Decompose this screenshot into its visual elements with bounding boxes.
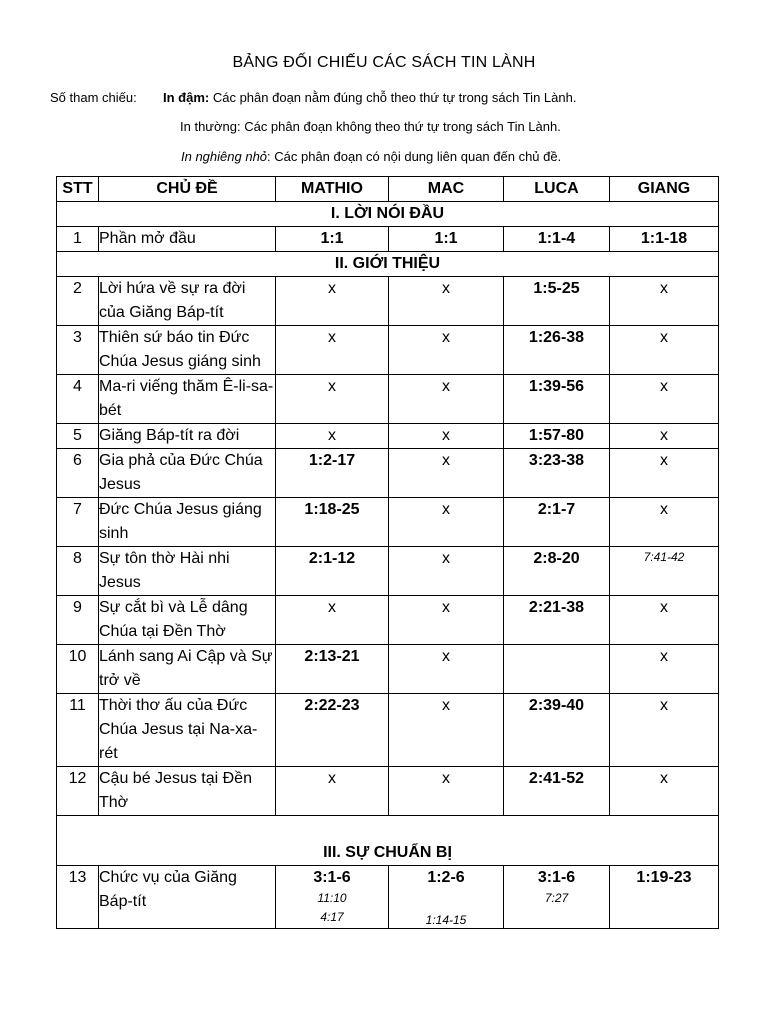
ref-matthew: 1:1: [276, 227, 389, 252]
ref-matthew: x: [276, 596, 389, 645]
header-row: [57, 177, 719, 202]
ref-mark: 1:1: [389, 227, 504, 252]
ref-mark: x: [389, 449, 504, 498]
row-topic: Phần mở đầu: [99, 227, 276, 252]
table-row: [57, 694, 719, 767]
row-number: 8: [57, 547, 99, 596]
section-row: [57, 202, 719, 227]
ref-john: x: [610, 498, 719, 547]
ref-matthew: 1:2-17: [276, 449, 389, 498]
ref-mark: x: [389, 547, 504, 596]
ref-john: x: [610, 596, 719, 645]
row-number: 11: [57, 694, 99, 767]
ref-luke: 3:23-38: [504, 449, 610, 498]
row-topic: Sự tôn thờ Hài nhi Jesus: [99, 547, 276, 596]
row-number: 6: [57, 449, 99, 498]
ref-luke: 1:57-80: [504, 424, 610, 449]
section-title: I. LỜI NÓI ĐẦU: [57, 202, 719, 227]
header-topic: CHỦ ĐỀ: [99, 177, 276, 202]
ref-matthew: 2:1-12: [276, 547, 389, 596]
ref-matthew: x: [276, 424, 389, 449]
section-title: III. SỰ CHUẨN BỊ: [57, 816, 719, 866]
ref-mark: x: [389, 767, 504, 816]
ref-luke: 2:1-7: [504, 498, 610, 547]
ref-matthew-related: 4:17: [320, 910, 344, 924]
table-row: [57, 326, 719, 375]
row-topic: Cậu bé Jesus tại Đền Thờ: [99, 767, 276, 816]
legend-label: Số tham chiếu:: [50, 90, 137, 105]
row-topic: Lánh sang Ai Cập và Sự trở về: [99, 645, 276, 694]
ref-matthew: x: [276, 767, 389, 816]
row-number: 7: [57, 498, 99, 547]
ref-matthew: 2:22-23: [276, 694, 389, 767]
table-row: [57, 424, 719, 449]
document-title: BẢNG ĐỐI CHIẾU CÁC SÁCH TIN LÀNH: [232, 54, 536, 71]
row-topic: Chức vụ của Giăng Báp-tít: [99, 866, 276, 929]
row-topic: Gia phả của Đức Chúa Jesus: [99, 449, 276, 498]
table-row: [57, 227, 719, 252]
ref-luke: 1:26-38: [504, 326, 610, 375]
ref-john: x: [610, 375, 719, 424]
ref-matthew: x: [276, 277, 389, 326]
header-luke: LUCA: [504, 177, 610, 202]
ref-john: x: [610, 694, 719, 767]
ref-matthew-main: 3:1-6: [313, 869, 351, 886]
row-number: 1: [57, 227, 99, 252]
ref-matthew: x: [276, 326, 389, 375]
row-number: 3: [57, 326, 99, 375]
ref-matthew-related: 11:10: [317, 891, 347, 905]
table-row: [57, 449, 719, 498]
ref-john-related: 7:41-42: [643, 550, 685, 564]
ref-luke: 2:21-38: [504, 596, 610, 645]
ref-matthew: x: [276, 375, 389, 424]
row-number: 12: [57, 767, 99, 816]
ref-matthew: [276, 866, 389, 929]
ref-mark: x: [389, 645, 504, 694]
ref-john: x: [610, 449, 719, 498]
header-matthew: MATHIO: [276, 177, 389, 202]
legend-bold-term: In đậm:: [163, 90, 210, 105]
row-number: 10: [57, 645, 99, 694]
table-row: [57, 375, 719, 424]
ref-luke: 2:41-52: [504, 767, 610, 816]
ref-luke: [504, 645, 610, 694]
row-topic: Ma-ri viếng thăm Ê-li-sa-bét: [99, 375, 276, 424]
ref-john: x: [610, 645, 719, 694]
ref-mark: x: [389, 277, 504, 326]
row-number: 2: [57, 277, 99, 326]
row-topic: Lời hứa về sự ra đời của Giăng Báp-tít: [99, 277, 276, 326]
header-john: GIANG: [610, 177, 719, 202]
row-topic: Thiên sứ báo tin Đức Chúa Jesus giáng sinh: [99, 326, 276, 375]
ref-john: x: [610, 424, 719, 449]
legend-italic-term: In nghiêng nhỏ: [181, 149, 268, 164]
table-row: [57, 277, 719, 326]
ref-mark: [389, 866, 504, 929]
table-row: [57, 498, 719, 547]
table-row: [57, 547, 719, 596]
gospel-harmony-table: [56, 176, 719, 929]
row-topic: Giăng Báp-tít ra đời: [99, 424, 276, 449]
row-number: 13: [57, 866, 99, 929]
ref-mark: x: [389, 424, 504, 449]
ref-john: 1:1-18: [610, 227, 719, 252]
legend-bold-line: [163, 90, 576, 105]
ref-mark: x: [389, 326, 504, 375]
ref-luke-main: 3:1-6: [537, 869, 576, 886]
row-number: 5: [57, 424, 99, 449]
ref-luke: 1:39-56: [504, 375, 610, 424]
table-row: [57, 767, 719, 816]
row-topic: Đức Chúa Jesus giáng sinh: [99, 498, 276, 547]
table-row: [57, 596, 719, 645]
ref-john: x: [610, 277, 719, 326]
ref-matthew: 1:18-25: [276, 498, 389, 547]
header-stt: STT: [57, 177, 99, 202]
ref-mark: x: [389, 498, 504, 547]
legend-italic: [181, 149, 561, 164]
legend-normal: In thường: Các phân đoạn không theo thứ tự trong sách Tin Lành.: [180, 119, 561, 134]
ref-luke: [504, 866, 610, 929]
ref-john: 1:19-23: [610, 866, 719, 929]
row-number: 4: [57, 375, 99, 424]
section-row: [57, 816, 719, 866]
ref-john: [610, 547, 719, 596]
legend-italic-desc: : Các phân đoạn có nội dung liên quan đến chủ đề.: [267, 149, 562, 164]
ref-mark: x: [389, 596, 504, 645]
legend-bold-desc: Các phân đoạn nằm đúng chỗ theo thứ tự trong sách Tin Lành.: [209, 90, 577, 105]
table-row: [57, 866, 719, 929]
ref-mark: x: [389, 694, 504, 767]
ref-luke: 2:8-20: [504, 547, 610, 596]
ref-mark: x: [389, 375, 504, 424]
ref-mark-main: 1:2-6: [427, 869, 465, 886]
section-title: II. GIỚI THIỆU: [57, 252, 719, 277]
row-number: 9: [57, 596, 99, 645]
ref-luke: 1:5-25: [504, 277, 610, 326]
section-row: [57, 252, 719, 277]
table-row: [57, 645, 719, 694]
ref-john: x: [610, 326, 719, 375]
ref-mark-related: 1:14-15: [425, 913, 467, 927]
ref-luke: 1:1-4: [504, 227, 610, 252]
row-topic: Sự cắt bì và Lễ dâng Chúa tại Đền Thờ: [99, 596, 276, 645]
row-topic: Thời thơ ấu của Đức Chúa Jesus tại Na-xa-rét: [99, 694, 276, 767]
ref-luke: 2:39-40: [504, 694, 610, 767]
ref-matthew: 2:13-21: [276, 645, 389, 694]
ref-luke-related: 7:27: [544, 891, 569, 905]
header-mark: MAC: [389, 177, 504, 202]
ref-john: x: [610, 767, 719, 816]
